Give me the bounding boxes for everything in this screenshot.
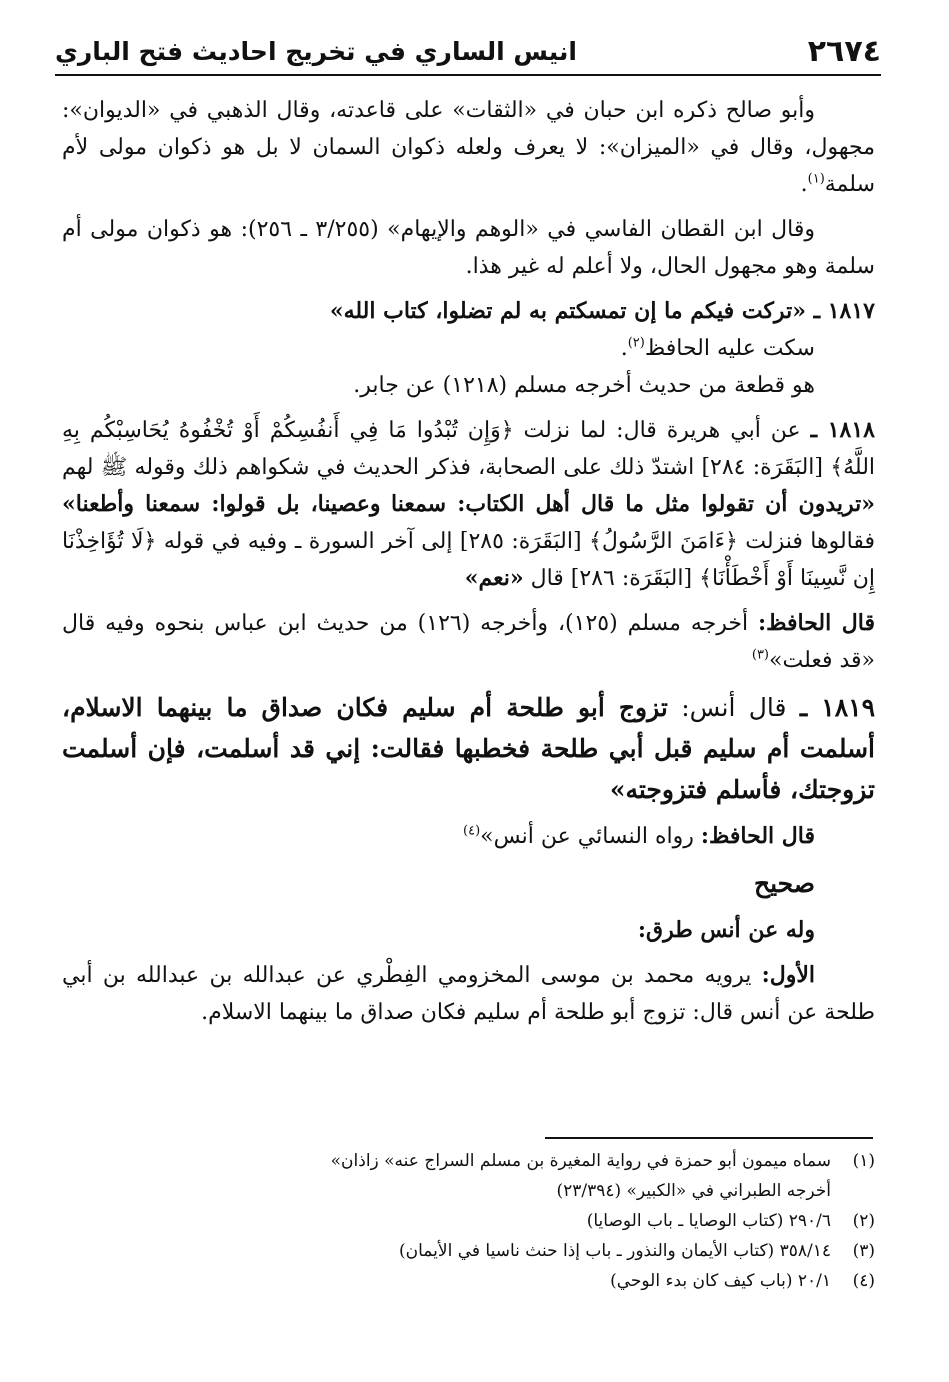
hadith-line3-bold: «تريدون أن تقولوا مثل ما قال أهل الكتاب: سمعنا bbox=[390, 491, 876, 517]
hadith-number: ١٨١٨ ـ bbox=[810, 417, 875, 443]
footnote-number: (٤) bbox=[852, 1271, 875, 1291]
book-title: انيس الساري في تخريج احاديث فتح الباري bbox=[55, 36, 577, 66]
hadith-line4-plain: فقالوها فنزلت ﴿ءَامَنَ الرَّسُولُ﴾ [البَقَرَة: bbox=[511, 529, 875, 554]
first-path-label: الأول: bbox=[761, 962, 815, 988]
footnote-ref-4[interactable]: (٤) bbox=[463, 823, 481, 839]
hadith-entry-1818 bbox=[62, 412, 875, 597]
hadith-number: ١٨١٩ ـ bbox=[799, 693, 875, 722]
p1-line2: مجهول، وقال في «الميزان»: لا يعرف ولعله ذكوان السمان لا بل هو ذكوان مولى لأم سلمة bbox=[62, 135, 875, 197]
footnotes bbox=[230, 1146, 875, 1296]
first-path-line2: عن أنس قال: تزوج أبو طلحة أم سليم فكان صداق ما بينهما الاسلام. bbox=[201, 1000, 818, 1025]
hadith-intro: قال أنس: bbox=[667, 693, 787, 722]
footnote-text: ٢٠/١ (باب كيف كان بدء الوحي) bbox=[610, 1271, 831, 1291]
hadith-number: ١٨١٧ ـ bbox=[813, 298, 875, 324]
hadith-line5: ٢٨٥] إلى آخر السورة ـ وفيه في قوله ﴿لَا تُؤَاخِذْنَا إِن نَّسِينَا أَوْ أَخْطَأْنَا﴾ bbox=[62, 529, 875, 591]
hafiz-line1: أخرجه مسلم (١٢٥)، وأخرجه (١٢٦) من حديث ابن عباس بنحوه bbox=[154, 611, 758, 636]
hadith-entry-1817: ١٨١٧ ـ «تركت فيكم ما إن تمسكتم به لم تضلوا، كتاب الله» سكت عليه الحافظ$^{(٢)}$. هو قطعة من حديث أخرجه مسلم (١٢١٨) عن جابر. bbox=[62, 293, 875, 404]
paragraph-ibn-qattan bbox=[62, 211, 875, 285]
hadith-line6-plain: [البَقَرَة: ٢٨٦] قال bbox=[523, 566, 693, 591]
page-number: ٢٦٧٤ bbox=[807, 33, 881, 69]
footnote-3 bbox=[230, 1236, 875, 1266]
main-text bbox=[62, 92, 875, 1039]
hadith-text: تزوج أبو طلحة أم سليم فكان صداق ما بينهما الاسلام، أسلمت أم سليم قبل أبي طلحة فخطبها فقالت: إني قد أسلمت، فإن أسلمت تزوجتك، فأسلم فتزوجته» bbox=[62, 693, 875, 804]
footnote-2 bbox=[230, 1206, 875, 1236]
hadith-entry-1819 bbox=[62, 687, 875, 810]
footnote-1 bbox=[230, 1146, 875, 1176]
footnote-1-continuation: أخرجه الطبراني في «الكبير» (٢٣/٣٩٤) bbox=[556, 1181, 831, 1201]
verdict: صحيح bbox=[753, 869, 815, 898]
footnote-text: سماه ميمون أبو حمزة في رواية المغيرة بن مسلم السراج عنه» زاذان» bbox=[330, 1151, 831, 1171]
footnote-number: (١) bbox=[852, 1151, 875, 1171]
running-header bbox=[55, 28, 881, 74]
hafiz-comment-1818 bbox=[62, 605, 875, 679]
p2-line1: وقال ابن القطان الفاسي في «الوهم والإيهام» (٣/٢٥٥ ـ ٢٥٦): هو ذكوان مولى أم bbox=[62, 217, 816, 242]
paths-heading: وله عن أنس طرق: bbox=[637, 917, 815, 943]
hafiz-comment-1819 bbox=[62, 818, 875, 855]
hafiz-line2: وفيه قال «قد فعلت» bbox=[62, 611, 875, 673]
footnote-ref-3[interactable]: (٣) bbox=[751, 647, 769, 663]
hafiz-label: قال الحافظ: bbox=[700, 823, 815, 849]
hadith-text: «تركت فيكم ما إن تمسكتم به لم تضلوا، كتاب الله» bbox=[329, 298, 806, 324]
footnote-ref-2[interactable]: (٢) bbox=[627, 335, 645, 351]
takhrij-detail: هو قطعة من حديث أخرجه مسلم (١٢١٨) عن جابر. bbox=[353, 373, 815, 398]
hadith-line4-bold: وعصينا، بل قولوا: سمعنا وأطعنا» bbox=[62, 491, 381, 517]
first-path-line1: يرويه محمد بن موسى المخزومي الفِطْري عن عبدالله بن عبدالله بن أبي طلحة bbox=[62, 963, 875, 1025]
header-rule bbox=[55, 74, 881, 76]
hadith-line2: بِهِ اللَّهُ﴾ [البَقَرَة: ٢٨٤] اشتدّ ذلك على الصحابة، فذكر الحديث في شكواهم bbox=[62, 418, 876, 480]
footnote-rule bbox=[545, 1137, 873, 1139]
footnote-text: ٢٩٠/٦ (كتاب الوصايا ـ باب الوصايا) bbox=[586, 1211, 831, 1231]
paragraph-abu-salih: وأبو صالح ذكره ابن حبان في «الثقات» على قاعدته، وقال الذهبي في «الديوان»: مجهول، وقال في «الميزان»: لا يعرف ولعله ذكوان السمان لا بل هو ذكوان مولى لأم سلمة$^{(١)}$. bbox=[62, 98, 875, 197]
hafiz-text: رواه النسائي عن أنس» bbox=[480, 824, 701, 849]
footnote-number: (٣) bbox=[852, 1241, 875, 1261]
hadith-line1: عن أبي هريرة قال: لما نزلت ﴿وَإِن تُبْدُوا مَا فِي أَنفُسِكُمْ أَوْ تُخْفُوهُ يُحَاسِبْكُم bbox=[89, 418, 801, 443]
p1-line1: وأبو صالح ذكره ابن حبان في «الثقات» على قاعدته، وقال الذهبي في «الديوان»: bbox=[62, 98, 815, 123]
footnote-number: (٢) bbox=[852, 1211, 875, 1231]
footnote-text: ٣٥٨/١٤ (كتاب الأيمان والنذور ـ باب إذا حنث ناسيا في الأيمان) bbox=[399, 1241, 831, 1261]
first-path bbox=[62, 957, 875, 1031]
hadith-line6-bold: «نعم» bbox=[464, 565, 524, 591]
hadith-line3-plain: ذلك وقوله ﷺ لهم bbox=[62, 455, 228, 480]
hafiz-label: قال الحافظ: bbox=[757, 610, 875, 636]
hafiz-note: سكت عليه الحافظ bbox=[644, 336, 815, 361]
p2-line2: سلمة وهو مجهول الحال، ولا أعلم له غير هذا. bbox=[465, 254, 875, 279]
footnote-4 bbox=[230, 1266, 875, 1296]
footnote-ref-1[interactable]: (١) bbox=[807, 171, 825, 187]
